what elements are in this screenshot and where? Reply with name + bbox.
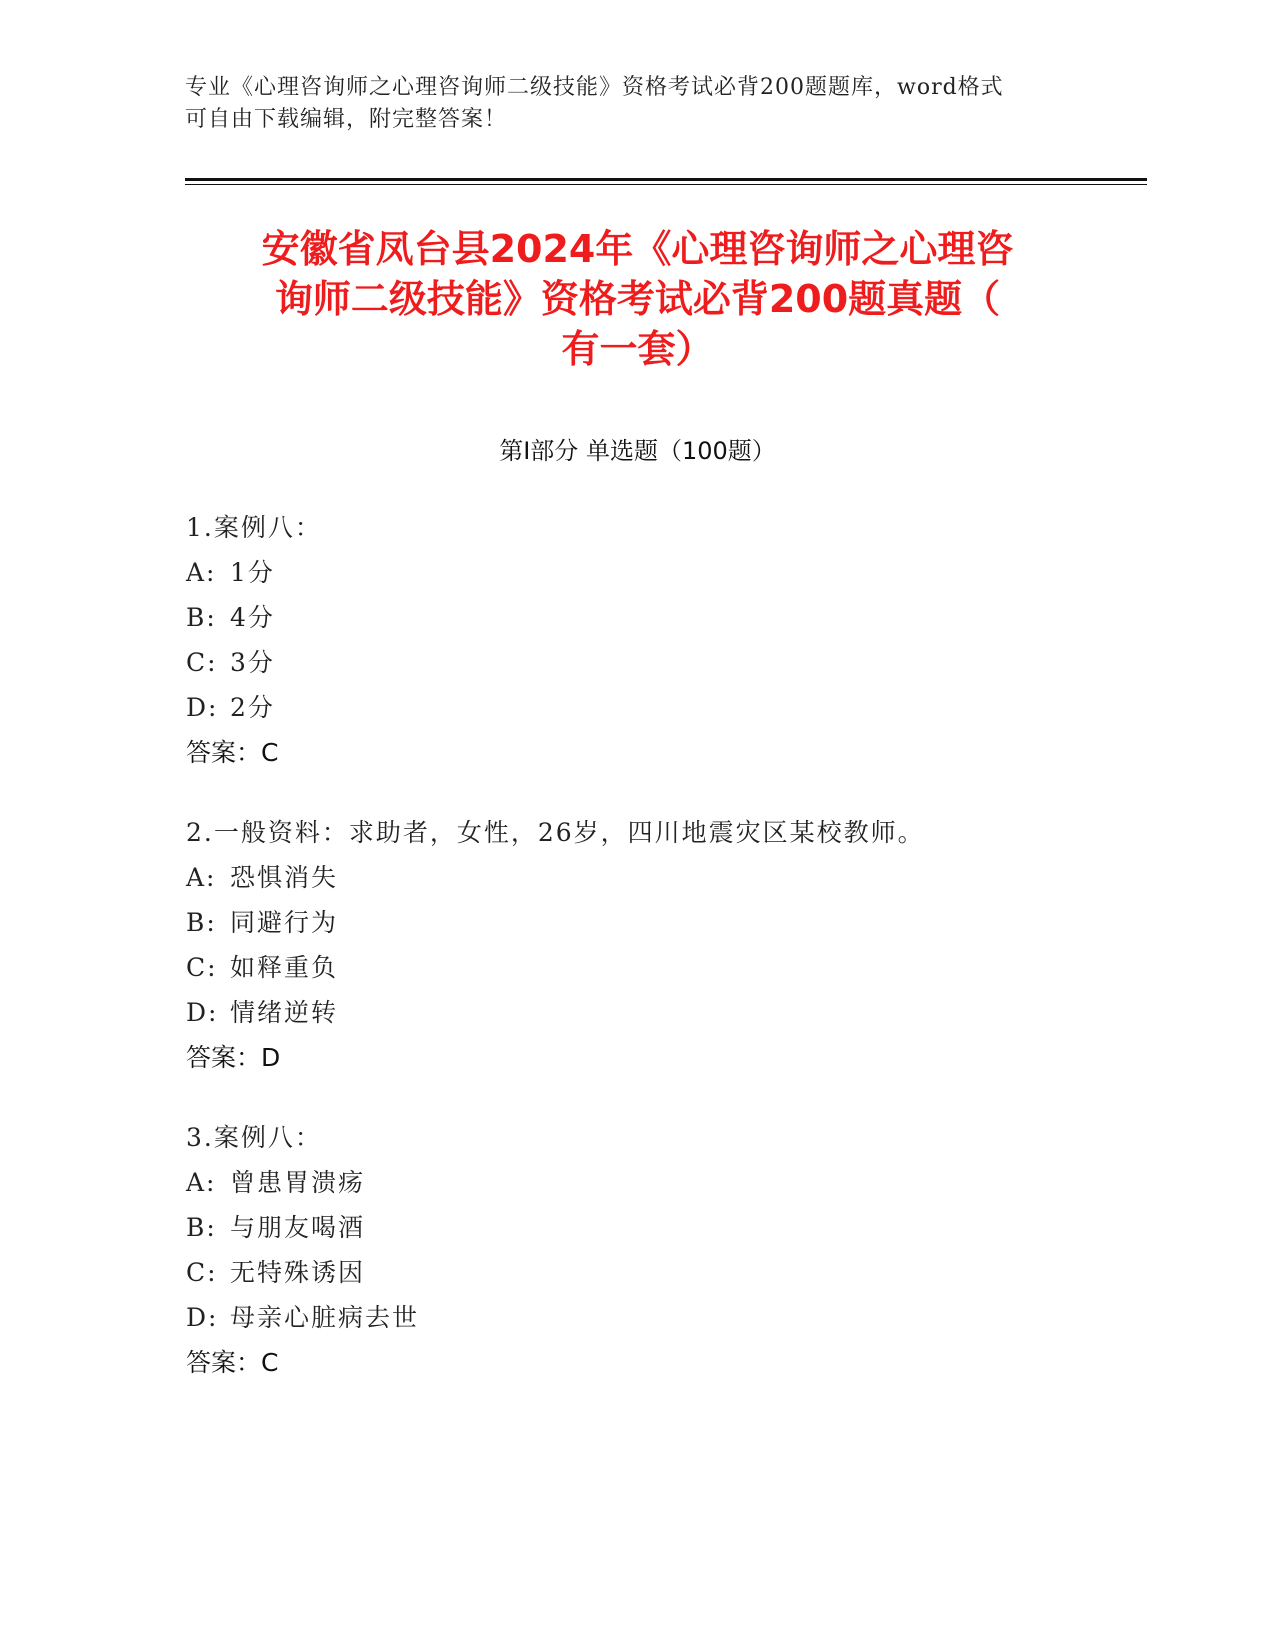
option-letter: B: xyxy=(186,603,217,632)
option-text: 无特殊诱因 xyxy=(230,1258,366,1287)
option-letter: D: xyxy=(186,1303,219,1332)
answer: 答案：C xyxy=(186,1348,279,1377)
question-stem: 1.案例八： xyxy=(186,513,322,542)
header-divider-thin xyxy=(185,184,1147,185)
option-text: 母亲心脏病去世 xyxy=(230,1303,420,1332)
option-d xyxy=(186,990,1086,1035)
option-text: 3分 xyxy=(230,648,275,677)
option-letter: D: xyxy=(186,693,219,722)
document-title xyxy=(150,224,1125,374)
option-text: 4分 xyxy=(230,603,275,632)
option-text: 1分 xyxy=(230,558,275,587)
question-stem: 3.案例八： xyxy=(186,1123,322,1152)
option-letter: A: xyxy=(186,863,217,892)
title-line-1: 安徽省凤台县2024年《心理咨询师之心理咨 xyxy=(261,227,1014,271)
header-divider-thick xyxy=(185,178,1147,181)
option-letter: A: xyxy=(186,558,217,587)
option-a xyxy=(186,1160,1086,1205)
option-letter: B: xyxy=(186,1213,217,1242)
question-2 xyxy=(186,810,1086,1080)
option-letter: C: xyxy=(186,1258,218,1287)
option-b xyxy=(186,1205,1086,1250)
option-text: 恐惧消失 xyxy=(230,863,339,892)
title-line-3: 有一套） xyxy=(561,327,714,371)
option-c xyxy=(186,1250,1086,1295)
option-b xyxy=(186,900,1086,945)
option-text: 2分 xyxy=(230,693,275,722)
header-note-line-1: 专业《心理咨询师之心理咨询师二级技能》资格考试必背200题题库，word格式 xyxy=(185,75,1004,100)
option-letter: B: xyxy=(186,908,217,937)
option-d xyxy=(186,1295,1086,1340)
option-text: 同避行为 xyxy=(230,908,339,937)
option-c xyxy=(186,945,1086,990)
option-letter: C: xyxy=(186,648,218,677)
answer: 答案：D xyxy=(186,1043,281,1072)
answer: 答案：C xyxy=(186,738,279,767)
option-letter: C: xyxy=(186,953,218,982)
option-b xyxy=(186,595,1086,640)
option-a xyxy=(186,855,1086,900)
header-note-line-2: 可自由下载编辑，附完整答案！ xyxy=(185,107,508,132)
option-text: 如释重负 xyxy=(230,953,339,982)
option-text: 情绪逆转 xyxy=(230,998,339,1027)
option-d xyxy=(186,685,1086,730)
option-letter: D: xyxy=(186,998,219,1027)
option-c xyxy=(186,640,1086,685)
option-a xyxy=(186,550,1086,595)
option-text: 曾患胃溃疡 xyxy=(230,1168,366,1197)
option-text: 与朋友喝酒 xyxy=(230,1213,366,1242)
header-note xyxy=(185,72,1065,136)
title-line-2: 询师二级技能》资格考试必背200题真题（ xyxy=(274,277,1001,321)
section-title: 第I部分 单选题（100题） xyxy=(499,437,776,465)
option-letter: A: xyxy=(186,1168,217,1197)
question-stem: 2.一般资料：求助者，女性，26岁，四川地震灾区某校教师。 xyxy=(186,818,925,847)
question-3 xyxy=(186,1115,1086,1385)
question-1 xyxy=(186,505,1086,775)
